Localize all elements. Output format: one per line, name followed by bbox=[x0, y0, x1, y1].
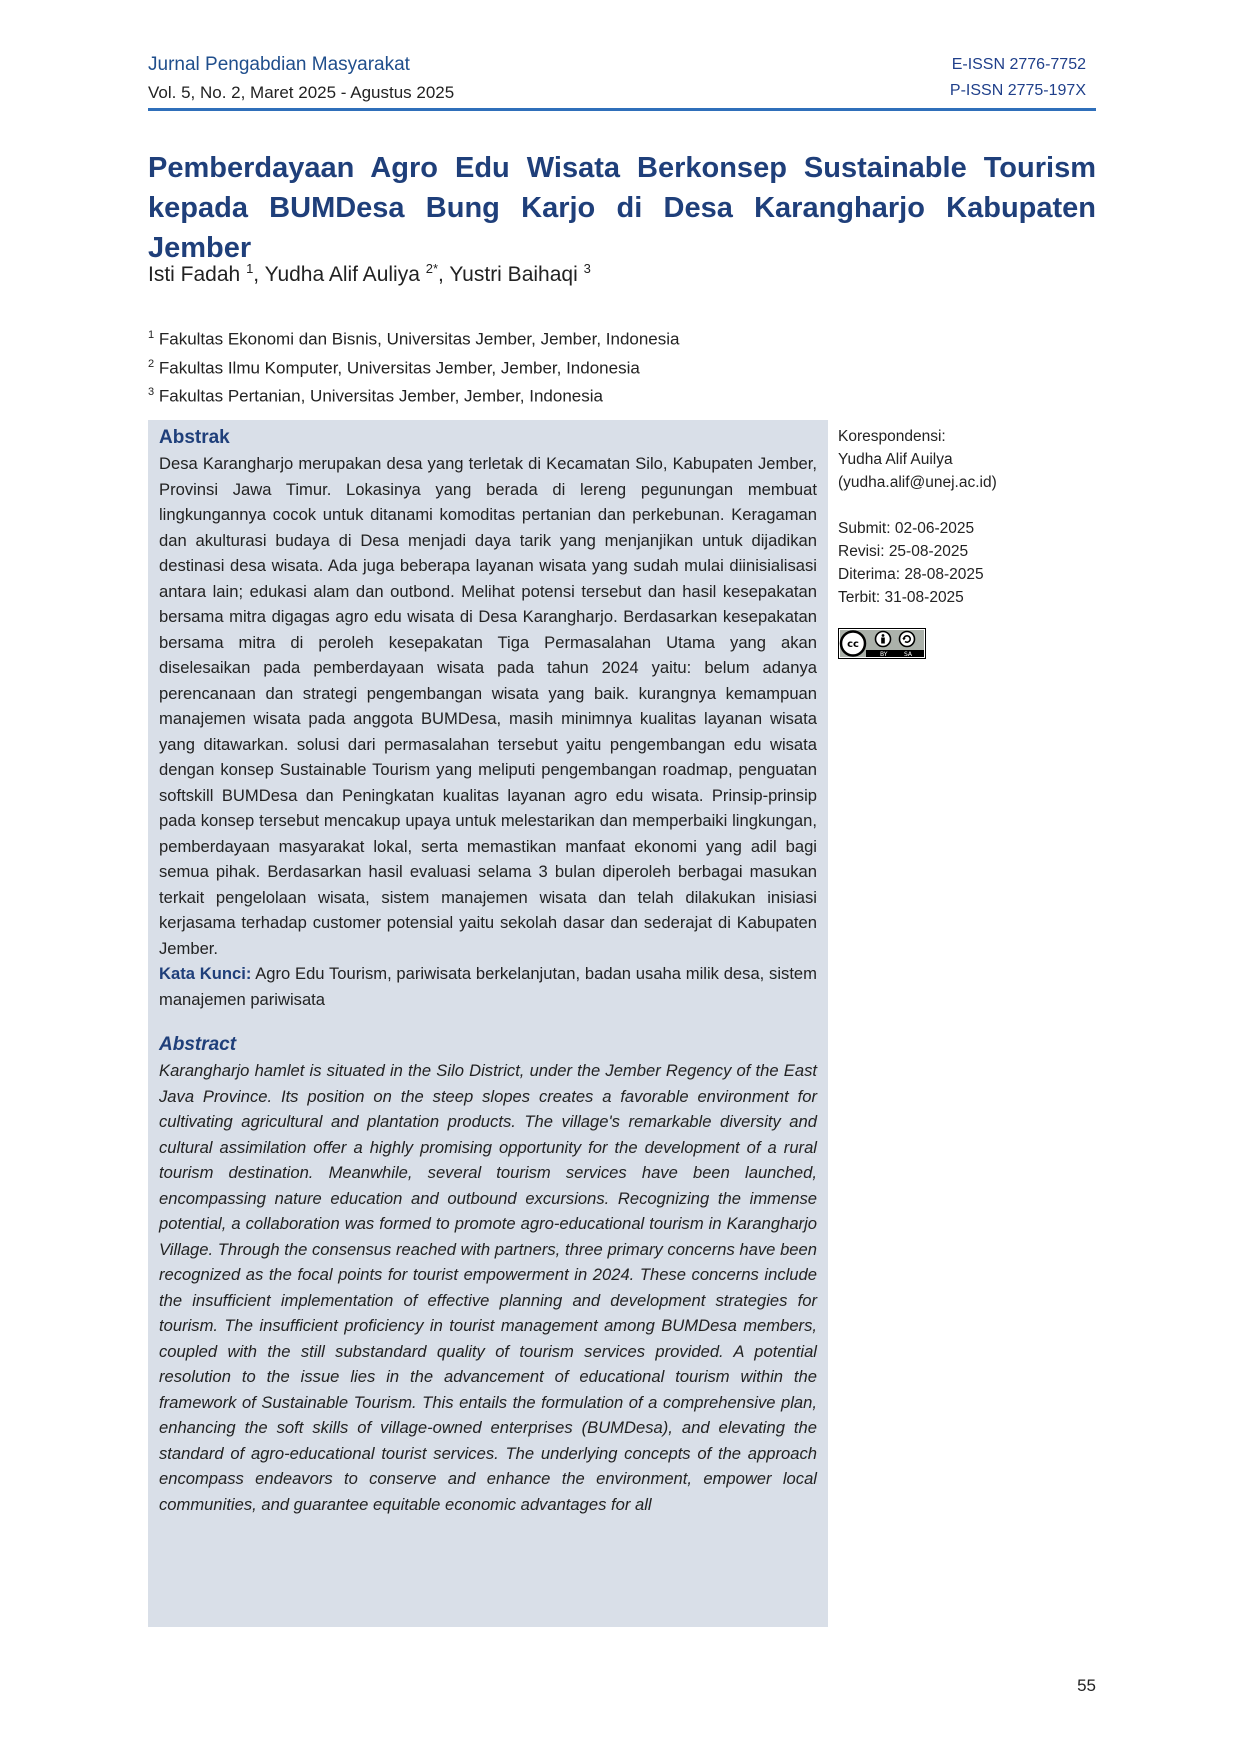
date-diterima: Diterima: 28-08-2025 bbox=[838, 566, 984, 583]
keywords-label: Kata Kunci: bbox=[159, 964, 252, 983]
p-issn: P-ISSN 2775-197X bbox=[949, 82, 1086, 99]
date-terbit: Terbit: 31-08-2025 bbox=[838, 589, 964, 606]
page-number: 55 bbox=[1077, 1676, 1096, 1695]
affiliation-mark: 3 bbox=[148, 386, 155, 399]
affiliation-item bbox=[148, 323, 680, 352]
abstrak-heading: Abstrak bbox=[159, 427, 230, 448]
svg-text:BY: BY bbox=[880, 651, 888, 658]
abstract-heading: Abstract bbox=[159, 1034, 237, 1055]
affiliation-mark: 2 bbox=[148, 357, 155, 370]
correspondence-label: Korespondensi: bbox=[838, 428, 946, 445]
author-list: Isti Fadah $^1$, Yudha Alif Auliya $^{2*}$, Yustri Baihaqi $^3$ bbox=[148, 261, 591, 286]
svg-text:cc: cc bbox=[847, 639, 859, 650]
spacer bbox=[838, 494, 1078, 517]
cc-by-sa-icon[interactable] bbox=[838, 628, 926, 659]
e-issn: E-ISSN 2776-7752 bbox=[951, 56, 1086, 73]
affiliation-item bbox=[148, 380, 680, 409]
abstract-box bbox=[148, 420, 828, 1627]
journal-volume: Vol. 5, No. 2, Maret 2025 - Agustus 2025 bbox=[148, 83, 455, 102]
correspondence-name: Yudha Alif Auilya bbox=[838, 451, 953, 468]
journal-name: Jurnal Pengabdian Masyarakat bbox=[148, 54, 410, 75]
affiliation-text: Fakultas Ilmu Komputer, Universitas Jember, Jember, Indonesia bbox=[158, 358, 640, 378]
affiliation-list bbox=[148, 323, 680, 409]
paper-title: Pemberdayaan Agro Edu Wisata Berkonsep Sustainable Tourism kepada BUMDesa Bung Karjo di Desa Karangharjo Kabupaten Jember bbox=[148, 152, 1096, 264]
correspondence-email[interactable]: (yudha.alif@unej.ac.id) bbox=[838, 474, 997, 491]
author-name: Isti Fadah bbox=[148, 263, 241, 286]
affiliation-text: Fakultas Pertanian, Universitas Jember, Jember, Indonesia bbox=[158, 386, 603, 406]
keywords-text: Agro Edu Tourism, pariwisata berkelanjutan, badan usaha milik desa, sistem manajemen pariwisata bbox=[159, 964, 817, 1009]
journal-header bbox=[148, 54, 1096, 110]
author-name: Yustri Baihaqi bbox=[449, 263, 578, 286]
svg-text:SA: SA bbox=[904, 651, 913, 658]
header-divider bbox=[148, 108, 1096, 111]
author-name: Yudha Alif Auliya bbox=[264, 263, 420, 286]
affiliation-item bbox=[148, 352, 680, 381]
author-affil-mark: 3 bbox=[583, 261, 591, 276]
article-info-sidebar bbox=[838, 425, 1078, 609]
affiliation-mark: 1 bbox=[148, 329, 155, 341]
date-revisi: Revisi: 25-08-2025 bbox=[838, 543, 969, 560]
affiliation-text: Fakultas Ekonomi dan Bisnis, Universitas Jember, Jember, Indonesia bbox=[158, 329, 680, 349]
author-affil-mark: 2* bbox=[425, 261, 439, 276]
keywords-line bbox=[159, 961, 817, 1012]
abstrak-text: Desa Karangharjo merupakan desa yang terletak di Kecamatan Silo, Kabupaten Jember, Provinsi Jawa Timur. Lokasinya yang berada di lereng pegunungan membuat lingkungannya cocok untuk ditanami komoditas pertanian dan perkebunan. Keragaman dan akulturasi budaya di Desa menjadi daya tarik yang menjanjikan untuk dijadikan destinasi desa wisata. Ada juga beberapa layanan wisata yang sudah mulai diinisialisasi antara lain; edukasi alam dan outbond. Melihat potensi tersebut dan hasil kesepakatan bersama mitra digagas agro edu wisata di Desa Karangharjo. Berdasarkan kesepakatan bersama mitra di peroleh kesepakatan Tiga Permasalahan Utama yang akan diselesaikan pada pemberdayaan wisata pada tahun 2024 yaitu: belum adanya perencanaan dan strategi pengembangan wisata yang baik. kurangnya kemampuan manajemen wisata pada anggota BUMDesa, masih minimnya kualitas layanan wisata yang ditawarkan. solusi dari permasalahan tersebut yaitu pengembangan edu wisata dengan konsep Sustainable Tourism yang meliputi pengembangan roadmap, penguatan softskill BUMDesa dan Peningkatan kualitas layanan agro edu wisata. Prinsip-prinsip pada konsep tersebut mencakup upaya untuk melestarikan dan memperbaiki lingkungan, pemberdayaan masyarakat lokal, serta memastikan manfaat ekonomi yang adil bagi semua pihak. Berdasarkan hasil evaluasi selama 3 bulan diperoleh berbagai masukan terkait pengelolaan wisata, sistem manajemen wisata dan telah dilakukan inisiasi kerjasama terhadap customer potensial yaitu sekolah dasar dan sederajat di Kabupaten Jember. bbox=[159, 454, 817, 958]
abstract-text: Karangharjo hamlet is situated in the Silo District, under the Jember Regency of the East Java Province. Its position on the steep slopes creates a favorable environment for cultivating agricultural and plantation products. The village's remarkable diversity and cultural assimilation offer a highly promising opportunity for the development of a rural tourism destination. Meanwhile, several tourism services have been launched, encompassing nature education and outbound excursions. Recognizing the immense potential, a collaboration was formed to promote agro-educational tourism in Karangharjo Village. Through the consensus reached with partners, three primary concerns have been recognized as the focal points for tourist empowerment in 2024. These concerns include the insufficient implementation of effective planning and development strategies for tourism. The insufficient proficiency in tourist management among BUMDesa members, coupled with the still substandard quality of tourism services provided. A potential resolution to the issue lies in the advancement of educational tourism within the framework of Sustainable Tourism. This entails the formulation of a comprehensive plan, enhancing the soft skills of village-owned enterprises (BUMDesa), and elevating the standard of agro-educational tourist services. The underlying concepts of the approach encompass endeavors to conserve and enhance the environment, empower local communities, and guarantee equitable economic advantages for all bbox=[159, 1061, 817, 1514]
author-affil-mark: 1 bbox=[246, 261, 254, 276]
date-submit: Submit: 02-06-2025 bbox=[838, 520, 975, 537]
